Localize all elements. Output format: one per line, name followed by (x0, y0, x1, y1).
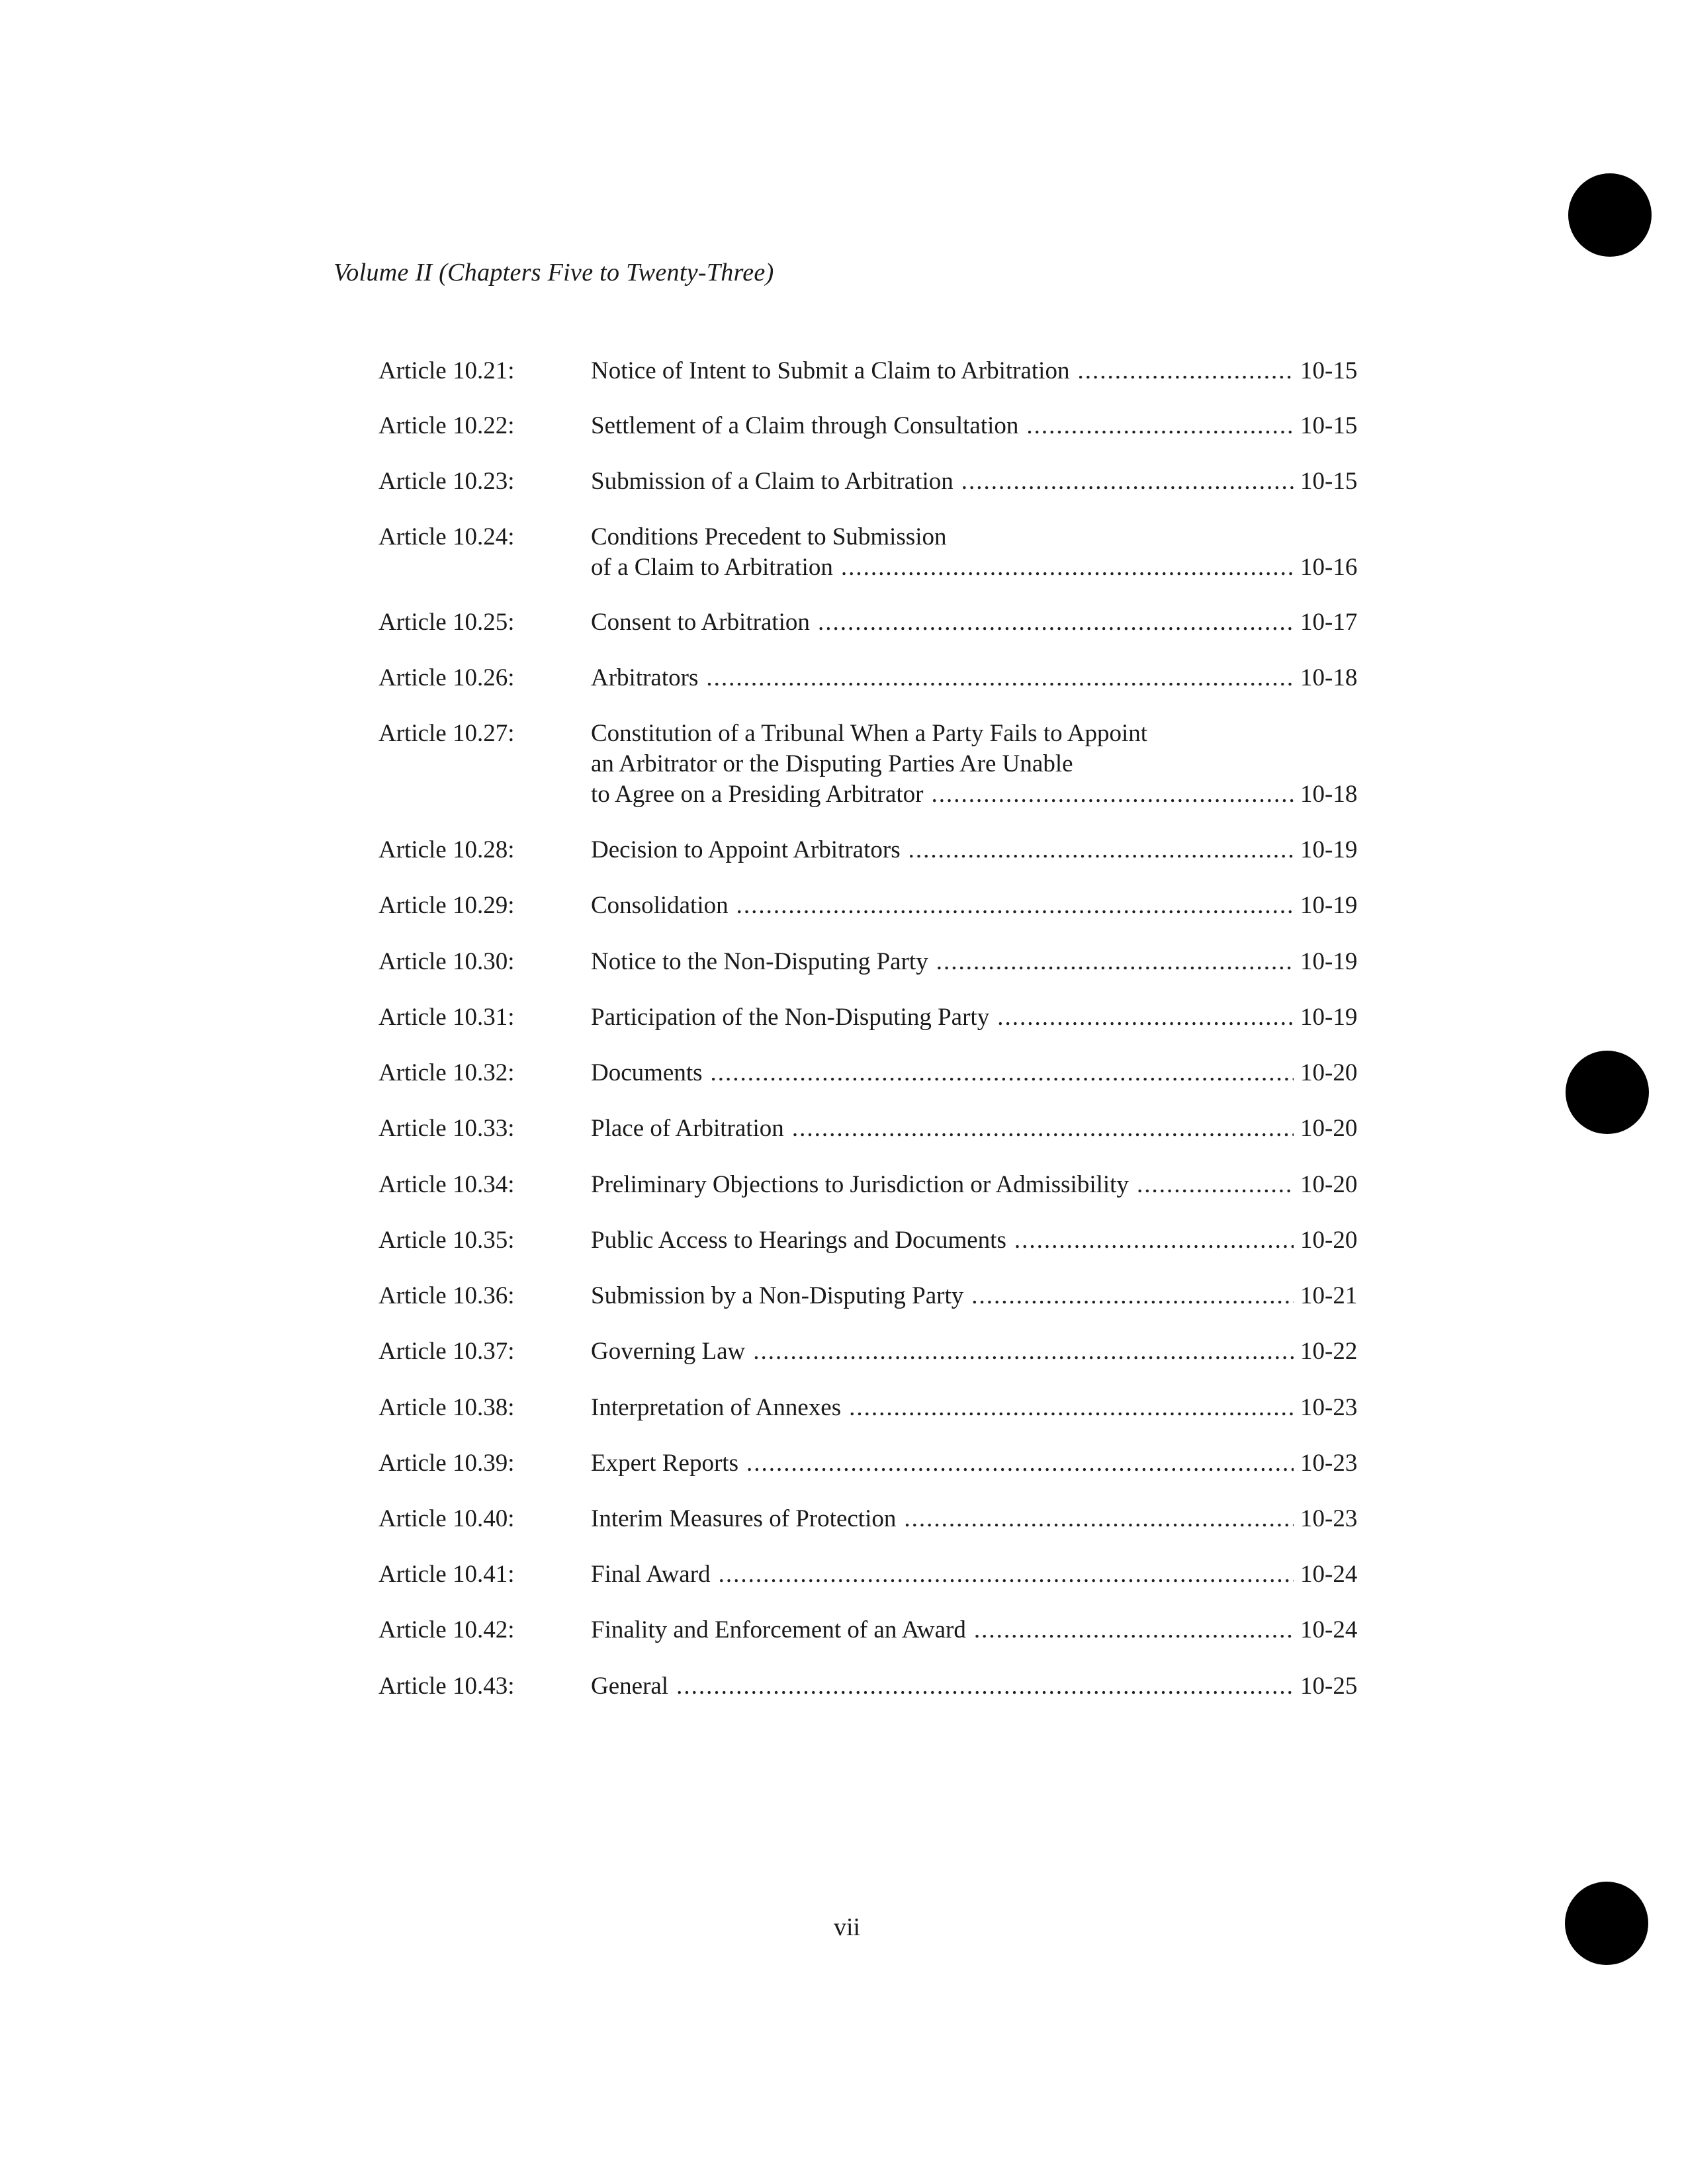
toc-title-last-line (591, 1393, 1366, 1423)
toc-title-block (591, 466, 1366, 497)
toc-title-line: Submission of a Claim to Arbitration (591, 468, 953, 495)
toc-title-block (591, 1114, 1366, 1144)
dot-leader (753, 1336, 1294, 1367)
toc-page-ref: 10-20 (1300, 1227, 1358, 1254)
toc-page-ref: 10-19 (1300, 892, 1358, 919)
toc-title-last-line (591, 891, 1366, 921)
toc-page-ref: 10-19 (1300, 836, 1358, 863)
dot-leader (1014, 1225, 1294, 1256)
dot-leader (971, 1281, 1294, 1311)
toc-title-block (591, 1281, 1366, 1311)
toc-title-line: of a Claim to Arbitration (591, 554, 833, 581)
toc-article-number: Article 10.22: (378, 412, 515, 439)
toc-title-line: an Arbitrator or the Disputing Parties Are Unable (591, 750, 1073, 777)
toc-title-block (591, 356, 1366, 386)
toc-article-number: Article 10.40: (378, 1505, 515, 1532)
toc-article-number: Article 10.42: (378, 1616, 515, 1643)
dot-leader (908, 835, 1294, 865)
toc-title-block (591, 1559, 1366, 1590)
toc-title-line: Public Access to Hearings and Documents (591, 1227, 1006, 1254)
page-number: vii (833, 1913, 861, 1941)
toc-title-line: Notice to the Non-Disputing Party (591, 948, 928, 975)
toc-page-ref: 10-18 (1300, 781, 1358, 808)
toc-page-ref: 10-23 (1300, 1394, 1358, 1421)
toc-title-line: Participation of the Non-Disputing Party (591, 1004, 990, 1031)
toc-page-ref: 10-18 (1300, 664, 1358, 691)
toc-title-block (591, 607, 1366, 638)
toc-title-block (591, 1671, 1366, 1702)
toc-title-block (591, 1170, 1366, 1200)
toc-title-last-line (591, 466, 1366, 497)
toc-page-ref: 10-17 (1300, 609, 1358, 636)
toc-article-number: Article 10.36: (378, 1282, 515, 1309)
toc-article-number: Article 10.31: (378, 1004, 515, 1031)
toc-title-block (591, 835, 1366, 865)
toc-article-number: Article 10.43: (378, 1673, 515, 1700)
toc-article-number: Article 10.25: (378, 609, 515, 636)
toc-title-last-line (591, 552, 1366, 583)
toc-title-line: Consolidation (591, 892, 729, 919)
toc-article-number: Article 10.38: (378, 1394, 515, 1421)
punch-hole-top (1568, 173, 1652, 257)
toc-page-ref: 10-21 (1300, 1282, 1358, 1309)
toc-title-last-line (591, 1225, 1366, 1256)
toc-article-number: Article 10.32: (378, 1059, 515, 1086)
toc-page-ref: 10-25 (1300, 1673, 1358, 1700)
dot-leader (849, 1393, 1294, 1423)
toc-title-line: Final Award (591, 1561, 711, 1588)
toc-article-number: Article 10.41: (378, 1561, 515, 1588)
toc-title-block (591, 1504, 1366, 1534)
toc-title-last-line (591, 835, 1366, 865)
toc-title-line: Arbitrators (591, 664, 699, 691)
toc-article-number: Article 10.34: (378, 1171, 515, 1198)
dot-leader (1137, 1170, 1294, 1200)
toc-page-ref: 10-19 (1300, 1004, 1358, 1031)
toc-article-number: Article 10.26: (378, 664, 515, 691)
toc-title-line: Preliminary Objections to Jurisdiction or Admissibility (591, 1171, 1129, 1198)
toc-article-number: Article 10.28: (378, 836, 515, 863)
toc-title-block (591, 719, 1366, 810)
dot-leader (1026, 411, 1294, 441)
punch-hole-bottom (1565, 1882, 1648, 1965)
dot-leader (936, 947, 1294, 977)
dot-leader (706, 663, 1294, 693)
toc-article-number: Article 10.35: (378, 1227, 515, 1254)
toc-page-ref: 10-20 (1300, 1115, 1358, 1142)
toc-article-number: Article 10.37: (378, 1338, 515, 1365)
toc-page-ref: 10-23 (1300, 1450, 1358, 1477)
toc-title-line: Interpretation of Annexes (591, 1394, 842, 1421)
toc-page-ref: 10-24 (1300, 1561, 1358, 1588)
toc-title-last-line (591, 1170, 1366, 1200)
toc-title-line: Conditions Precedent to Submission (591, 523, 947, 550)
toc-title-line: Interim Measures of Protection (591, 1505, 897, 1532)
toc-article-number: Article 10.30: (378, 948, 515, 975)
toc-title-last-line (591, 356, 1366, 386)
toc-title-line: Finality and Enforcement of an Award (591, 1616, 966, 1643)
dot-leader (931, 779, 1294, 810)
toc-article-number: Article 10.27: (378, 720, 515, 747)
toc-page-ref: 10-20 (1300, 1059, 1358, 1086)
toc-title-line: Documents (591, 1059, 703, 1086)
toc-page-ref: 10-20 (1300, 1171, 1358, 1198)
toc-title-block (591, 1336, 1366, 1367)
toc-article-number: Article 10.33: (378, 1115, 515, 1142)
toc-title-last-line (591, 1058, 1366, 1088)
dot-leader (736, 891, 1294, 921)
toc-title-line: Consent to Arbitration (591, 609, 810, 636)
toc-page-ref: 10-23 (1300, 1505, 1358, 1532)
toc-title-last-line (591, 1615, 1366, 1645)
toc-title-block (591, 1058, 1366, 1088)
toc-page-ref: 10-15 (1300, 412, 1358, 439)
toc-article-number: Article 10.29: (378, 892, 515, 919)
toc-title-block (591, 1225, 1366, 1256)
toc-page-ref: 10-24 (1300, 1616, 1358, 1643)
toc-page-ref: 10-15 (1300, 357, 1358, 384)
toc-page-ref: 10-19 (1300, 948, 1358, 975)
toc-title-line: Expert Reports (591, 1450, 738, 1477)
dot-leader (711, 1058, 1294, 1088)
toc-title-block (591, 663, 1366, 693)
toc-title-line: Submission by a Non-Disputing Party (591, 1282, 964, 1309)
toc-article-number: Article 10.24: (378, 523, 515, 550)
toc-title-block (591, 1448, 1366, 1479)
dot-leader (719, 1559, 1294, 1590)
toc-title-last-line (591, 1002, 1366, 1033)
toc-title-last-line (591, 1281, 1366, 1311)
toc-title-last-line (591, 411, 1366, 441)
toc-title-block (591, 1002, 1366, 1033)
toc-title-last-line (591, 1559, 1366, 1590)
toc-title-block (591, 522, 1366, 583)
dot-leader (974, 1615, 1294, 1645)
toc-page-ref: 10-16 (1300, 554, 1358, 581)
toc-title-last-line (591, 1114, 1366, 1144)
toc-title-last-line (591, 1336, 1366, 1367)
dot-leader (1077, 356, 1294, 386)
toc-title-last-line (591, 779, 1366, 810)
toc-title-line: Governing Law (591, 1338, 746, 1365)
punch-hole-middle (1566, 1051, 1649, 1134)
toc-title-line: General (591, 1673, 669, 1700)
toc-title-last-line (591, 663, 1366, 693)
toc-title-line: Notice of Intent to Submit a Claim to Arbitration (591, 357, 1070, 384)
dot-leader (997, 1002, 1294, 1033)
toc-title-block (591, 1615, 1366, 1645)
toc-title-last-line (591, 1671, 1366, 1702)
toc-title-last-line (591, 607, 1366, 638)
dot-leader (676, 1671, 1294, 1702)
dot-leader (746, 1448, 1294, 1479)
dot-leader (818, 607, 1294, 638)
dot-leader (792, 1114, 1294, 1144)
toc-title-block (591, 891, 1366, 921)
toc-title-line: Settlement of a Claim through Consultation (591, 412, 1019, 439)
toc-title-line: Decision to Appoint Arbitrators (591, 836, 901, 863)
toc-article-number: Article 10.39: (378, 1450, 515, 1477)
toc-title-last-line (591, 947, 1366, 977)
dot-leader (904, 1504, 1294, 1534)
toc-title-line: Place of Arbitration (591, 1115, 784, 1142)
toc-page-ref: 10-15 (1300, 468, 1358, 495)
toc-title-line: to Agree on a Presiding Arbitrator (591, 781, 924, 808)
toc-title-block (591, 947, 1366, 977)
toc-title-last-line (591, 1448, 1366, 1479)
toc-article-number: Article 10.23: (378, 468, 515, 495)
dot-leader (841, 552, 1294, 583)
toc-title-block (591, 1393, 1366, 1423)
toc-title-line: Constitution of a Tribunal When a Party Fails to Appoint (591, 720, 1148, 747)
toc-article-number: Article 10.21: (378, 357, 515, 384)
dot-leader (961, 466, 1294, 497)
toc-page-ref: 10-22 (1300, 1338, 1358, 1365)
running-header: Volume II (Chapters Five to Twenty-Three) (333, 259, 774, 286)
toc-title-block (591, 411, 1366, 441)
toc-title-last-line (591, 1504, 1366, 1534)
